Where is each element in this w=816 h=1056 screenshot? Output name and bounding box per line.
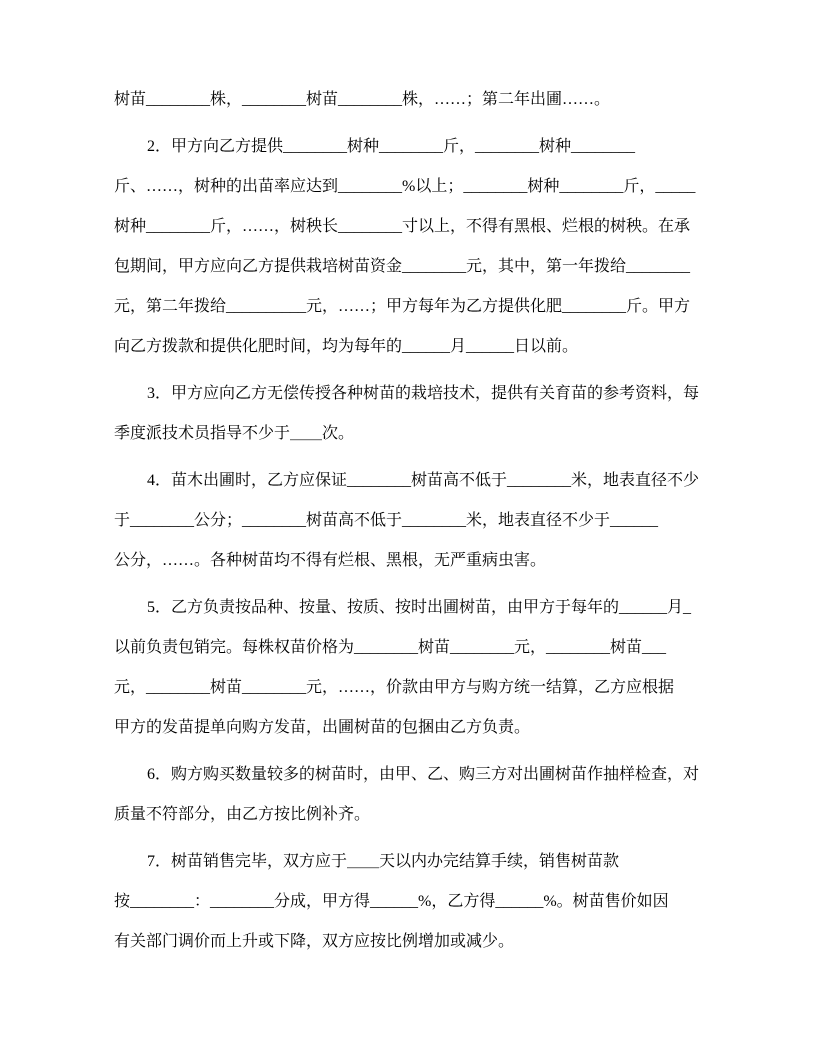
contract-line-02: 2．甲方向乙方提供________树种________斤，________树种________ bbox=[147, 138, 636, 155]
contract-line-09: 季度派技术员指导不少于＿＿次。 bbox=[114, 425, 355, 442]
contract-line-19: 7．树苗销售完毕，双方应于＿＿天以内办完结算手续，销售树苗款 bbox=[147, 853, 620, 870]
contract-line-06: 元，第二年拨给__________元，……；甲方每年为乙方提供化肥________斤。甲方 bbox=[114, 298, 691, 315]
contract-line-07: 向乙方拨款和提供化肥时间，均为每年的______月______日以前。 bbox=[114, 338, 579, 355]
contract-line-17: 6．购方购买数量较多的树苗时，由甲、乙、购三方对出圃树苗作抽样检查，对 bbox=[147, 766, 700, 783]
contract-line-21: 有关部门调价而上升或下降，双方应按比例增加或减少。 bbox=[114, 933, 515, 950]
contract-line-14: 以前负责包销完。每株权苗价格为________树苗________元，________树苗___ bbox=[114, 639, 667, 656]
contract-line-13: 5．乙方负责按品种、按量、按质、按时出圃树苗，由甲方于每年的______月_ bbox=[147, 599, 692, 616]
paragraph-clause-5 bbox=[114, 588, 706, 748]
contract-line-15: 元，________树苗________元，……，价款由甲方与购方统一结算，乙方应根据 bbox=[114, 679, 675, 696]
contract-line-05: 包期间，甲方应向乙方提供栽培树苗资金________元，其中，第一年拨给________ bbox=[114, 258, 691, 275]
paragraph-clause-7 bbox=[114, 842, 706, 962]
contract-line-08: 3．甲方应向乙方无偿传授各种树苗的栽培技术，提供有关育苗的参考资料，每 bbox=[147, 385, 700, 402]
paragraph-clause-4 bbox=[114, 461, 706, 581]
contract-line-12: 公分，……。各种树苗均不得有烂根、黑根，无严重病虫害。 bbox=[114, 552, 547, 569]
contract-line-01: 树苗________株，________树苗________株，……；第二年出圃……。 bbox=[114, 91, 611, 108]
contract-line-11: 于________公分；________树苗高不低于________米，地表直径不少于______ bbox=[114, 512, 659, 529]
contract-line-20: 按________：________分成，甲方得______%，乙方得______%。树苗售价如因 bbox=[114, 893, 669, 910]
paragraph-clause-2 bbox=[114, 127, 706, 367]
paragraph-continuation bbox=[114, 80, 706, 120]
paragraph-clause-6 bbox=[114, 755, 706, 835]
contract-line-04: 树种________斤，……，树秧长________寸以上，不得有黑根、烂根的树秧。在承 bbox=[114, 218, 691, 235]
paragraph-clause-3 bbox=[114, 374, 706, 454]
contract-line-03: 斤、……，树种的出苗率应达到________%以上；________树种________斤，_____ bbox=[114, 178, 696, 195]
contract-line-18: 质量不符部分，由乙方按比例补齐。 bbox=[114, 806, 371, 823]
document-content bbox=[114, 80, 706, 969]
contract-line-10: 4．苗木出圃时，乙方应保证________树苗高不低于________米，地表直径不少 bbox=[147, 472, 700, 489]
contract-line-16: 甲方的发苗提单向购方发苗，出圃树苗的包捆由乙方负责。 bbox=[114, 719, 531, 736]
